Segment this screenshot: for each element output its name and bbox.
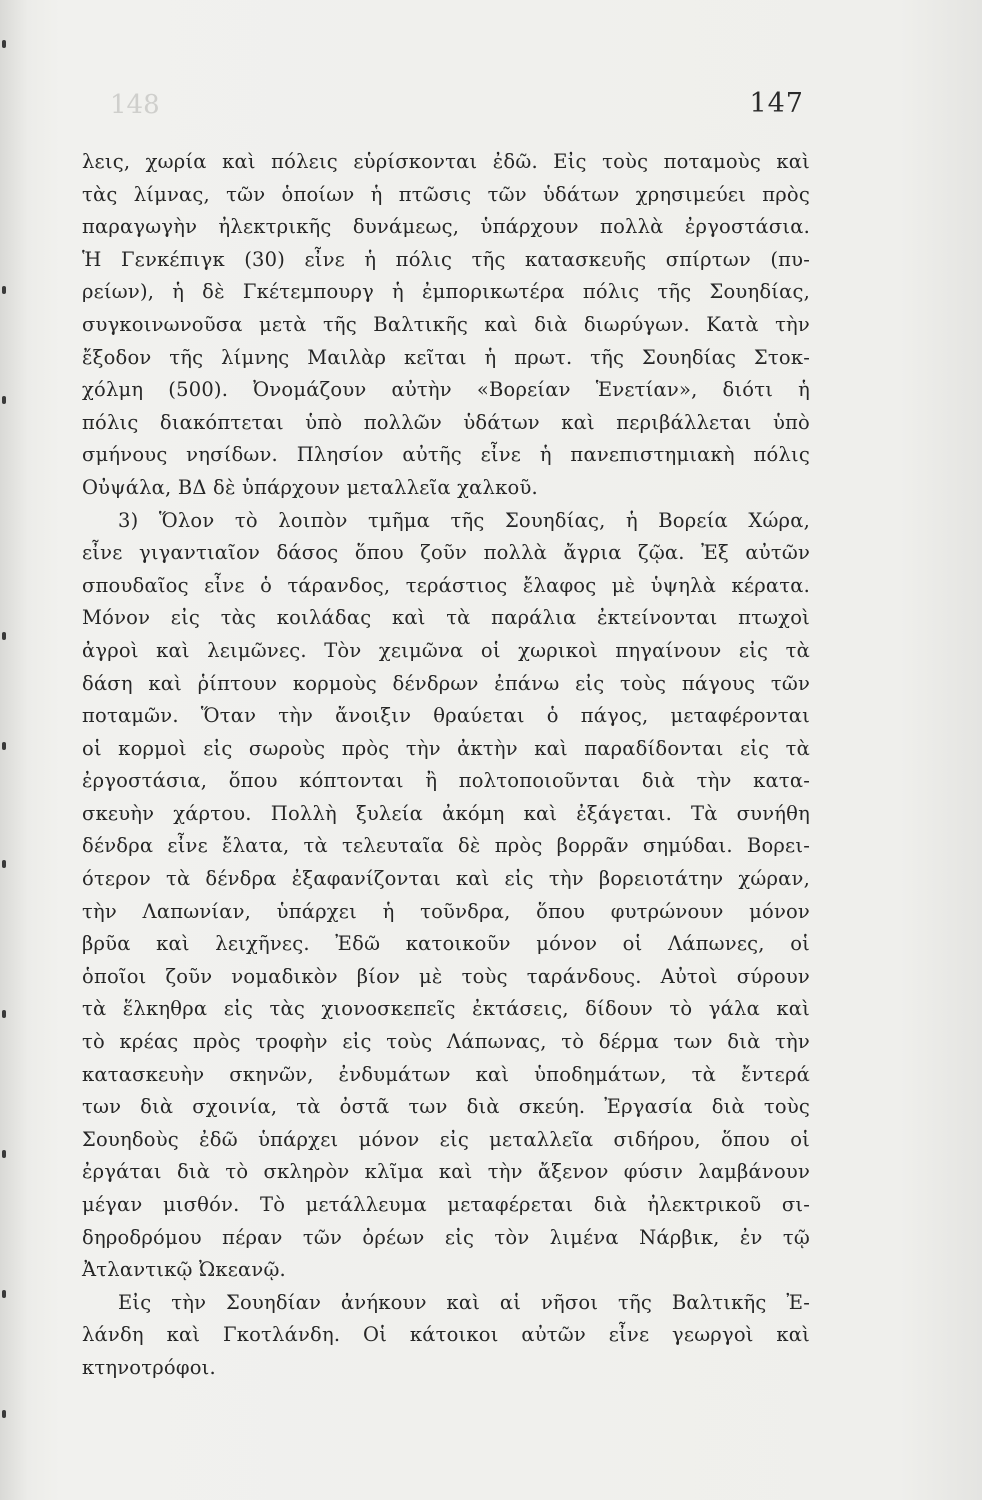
binding-mark xyxy=(2,1410,6,1418)
text-line: τὰς λίμνας, τῶν ὁποίων ἡ πτῶσις τῶν ὑδάτων χρησιμεύει πρὸς xyxy=(82,182,810,206)
text-line: ἐργοστάσια, ὅπου κόπτονται ἢ πολτοποιοῦνται διὰ τὴν κατα- xyxy=(82,769,810,793)
text-line: Οὐψάλα, ΒΔ δὲ ὑπάρχουν μεταλλεῖα χαλκοῦ. xyxy=(82,475,538,499)
binding-mark xyxy=(2,1150,6,1158)
binding-mark xyxy=(2,860,6,868)
text-line: συγκοινωνοῦσα μετὰ τῆς Βαλτικῆς καὶ διὰ διωρύγων. Κατὰ τὴν xyxy=(82,312,810,336)
text-line: δάση καὶ ῥίπτουν κορμοὺς δένδρων ἐπάνω εἰς τοὺς πάγους τῶν xyxy=(82,671,810,695)
text-line: σκευὴν χάρτου. Πολλὴ ξυλεία ἀκόμη καὶ ἐξάγεται. Τὰ συνήθη xyxy=(82,801,810,825)
page-number: 147 xyxy=(749,88,804,119)
text-line: Εἰς τὴν Σουηδίαν ἀνήκουν καὶ αἱ νῆσοι τῆς Βαλτικῆς Ἐ- xyxy=(118,1290,810,1314)
text-line: ρείων), ἡ δὲ Γκέτεμπουργ ἡ ἐμπορικωτέρα πόλις τῆς Σουηδίας, xyxy=(82,280,810,304)
text-line: ἐργάται διὰ τὸ σκληρὸν κλῖμα καὶ τὴν ἄξενον φύσιν λαμβάνουν xyxy=(82,1160,810,1184)
text-line: ότερον τὰ δένδρα ἐξαφανίζονται καὶ εἰς τὴν βορειοτάτην χώραν, xyxy=(82,867,810,891)
text-line: τὴν Λαπωνίαν, ὑπάρχει ἡ τοῦνδρα, ὅπου φυτρώνουν μόνον xyxy=(82,899,810,923)
binding-mark xyxy=(2,40,6,48)
text-line: πόλις διακόπτεται ὑπὸ πολλῶν ὑδάτων καὶ περιβάλλεται ὑπὸ xyxy=(82,410,810,434)
text-line: ποταμῶν. Ὅταν τὴν ἄνοιξιν θραύεται ὁ πάγος, μεταφέρονται xyxy=(82,704,810,728)
text-line: σμήνους νησίδων. Πλησίον αὐτῆς εἶνε ἡ πανεπιστημιακὴ πόλις xyxy=(82,443,810,467)
binding-mark xyxy=(2,286,6,294)
text-line: κατασκευὴν σκηνῶν, ἐνδυμάτων καὶ ὑποδημάτων, τὰ ἔντερά xyxy=(82,1062,810,1086)
binding-mark xyxy=(2,632,6,640)
text-line: οἱ κορμοὶ εἰς σωροὺς πρὸς τὴν ἀκτὴν καὶ παραδίδονται εἰς τὰ xyxy=(82,736,810,760)
text-line: τὰ ἕλκηθρα εἰς τὰς χιονοσκεπεῖς ἐκτάσεις, δίδουν τὸ γάλα καὶ xyxy=(82,997,810,1021)
text-line: δηροδρόμου πέραν τῶν ὀρέων εἰς τὸν λιμένα Νάρβικ, ἐν τῷ xyxy=(82,1225,810,1249)
binding-mark xyxy=(2,1010,6,1018)
text-line: Ἡ Γενκέπιγκ (30) εἶνε ἡ πόλις τῆς κατασκευῆς σπίρτων (πυ- xyxy=(82,247,810,271)
text-line: βρῦα καὶ λειχῆνες. Ἐδῶ κατοικοῦν μόνον οἱ Λάπωνες, οἱ xyxy=(82,932,810,956)
binding-mark xyxy=(2,396,6,404)
text-line: Μόνον εἰς τὰς κοιλάδας καὶ τὰ παράλια ἐκτείνονται πτωχοὶ xyxy=(82,606,810,630)
body-text xyxy=(82,146,810,1385)
text-line: εἶνε γιγαντιαῖον δάσος ὅπου ζοῦν πολλὰ ἄγρια ζῷα. Ἐξ αὐτῶν xyxy=(82,541,810,565)
text-line: σπουδαῖος εἶνε ὁ τάρανδος, τεράστιος ἔλαφος μὲ ὑψηλὰ κέρατα. xyxy=(82,573,810,597)
text-line: δένδρα εἶνε ἔλατα, τὰ τελευταῖα δὲ πρὸς βορρᾶν σημύδαι. Βορει- xyxy=(82,834,810,858)
text-line: ἔξοδον τῆς λίμνης Μαιλὰρ κεῖται ἡ πρωτ. τῆς Σουηδίας Στοκ- xyxy=(82,345,810,369)
text-line: λάνδη καὶ Γκοτλάνδη. Οἱ κάτοικοι αὐτῶν εἶνε γεωργοὶ καὶ xyxy=(82,1323,810,1347)
text-line: 3) Ὅλον τὸ λοιπὸν τμῆμα τῆς Σουηδίας, ἡ Βορεία Χώρα, xyxy=(118,508,810,532)
text-line: ἀγροὶ καὶ λειμῶνες. Τὸν χειμῶνα οἱ χωρικοὶ πηγαίνουν εἰς τὰ xyxy=(82,638,810,662)
text-line: Ἀτλαντικῷ Ὠκεανῷ. xyxy=(82,1258,286,1282)
text-line: κτηνοτρόφοι. xyxy=(82,1355,216,1379)
bleed-through-page-number: 148 xyxy=(110,90,160,120)
text-line: τὸ κρέας πρὸς τροφὴν εἰς τοὺς Λάπωνας, τὸ δέρμα των διὰ τὴν xyxy=(82,1030,810,1054)
text-line: ὁποῖοι ζοῦν νομαδικὸν βίον μὲ τοὺς ταράνδους. Αὐτοὶ σύρουν xyxy=(82,964,810,988)
text-line: των διὰ σχοινία, τὰ ὀστᾶ των διὰ σκεύη. Ἐργασία διὰ τοὺς xyxy=(82,1095,810,1119)
text-line: λεις, χωρία καὶ πόλεις εὑρίσκονται ἐδῶ. Εἰς τοὺς ποταμοὺς καὶ xyxy=(82,150,810,173)
binding-mark xyxy=(2,1290,6,1298)
left-margin-binding-marks xyxy=(0,0,14,1500)
text-line: Σουηδοὺς ἐδῶ ὑπάρχει μόνον εἰς μεταλλεῖα σιδήρου, ὅπου οἱ xyxy=(82,1127,810,1151)
binding-mark xyxy=(2,742,6,750)
text-line: χόλμη (500). Ὀνομάζουν αὐτὴν «Βορείαν Ἑνετίαν», διότι ἡ xyxy=(82,378,810,402)
text-line: παραγωγὴν ἠλεκτρικῆς δυνάμεως, ὑπάρχουν πολλὰ ἐργοστάσια. xyxy=(82,215,810,239)
text-line: μέγαν μισθόν. Τὸ μετάλλευμα μεταφέρεται διὰ ἠλεκτρικοῦ σι- xyxy=(82,1193,810,1216)
